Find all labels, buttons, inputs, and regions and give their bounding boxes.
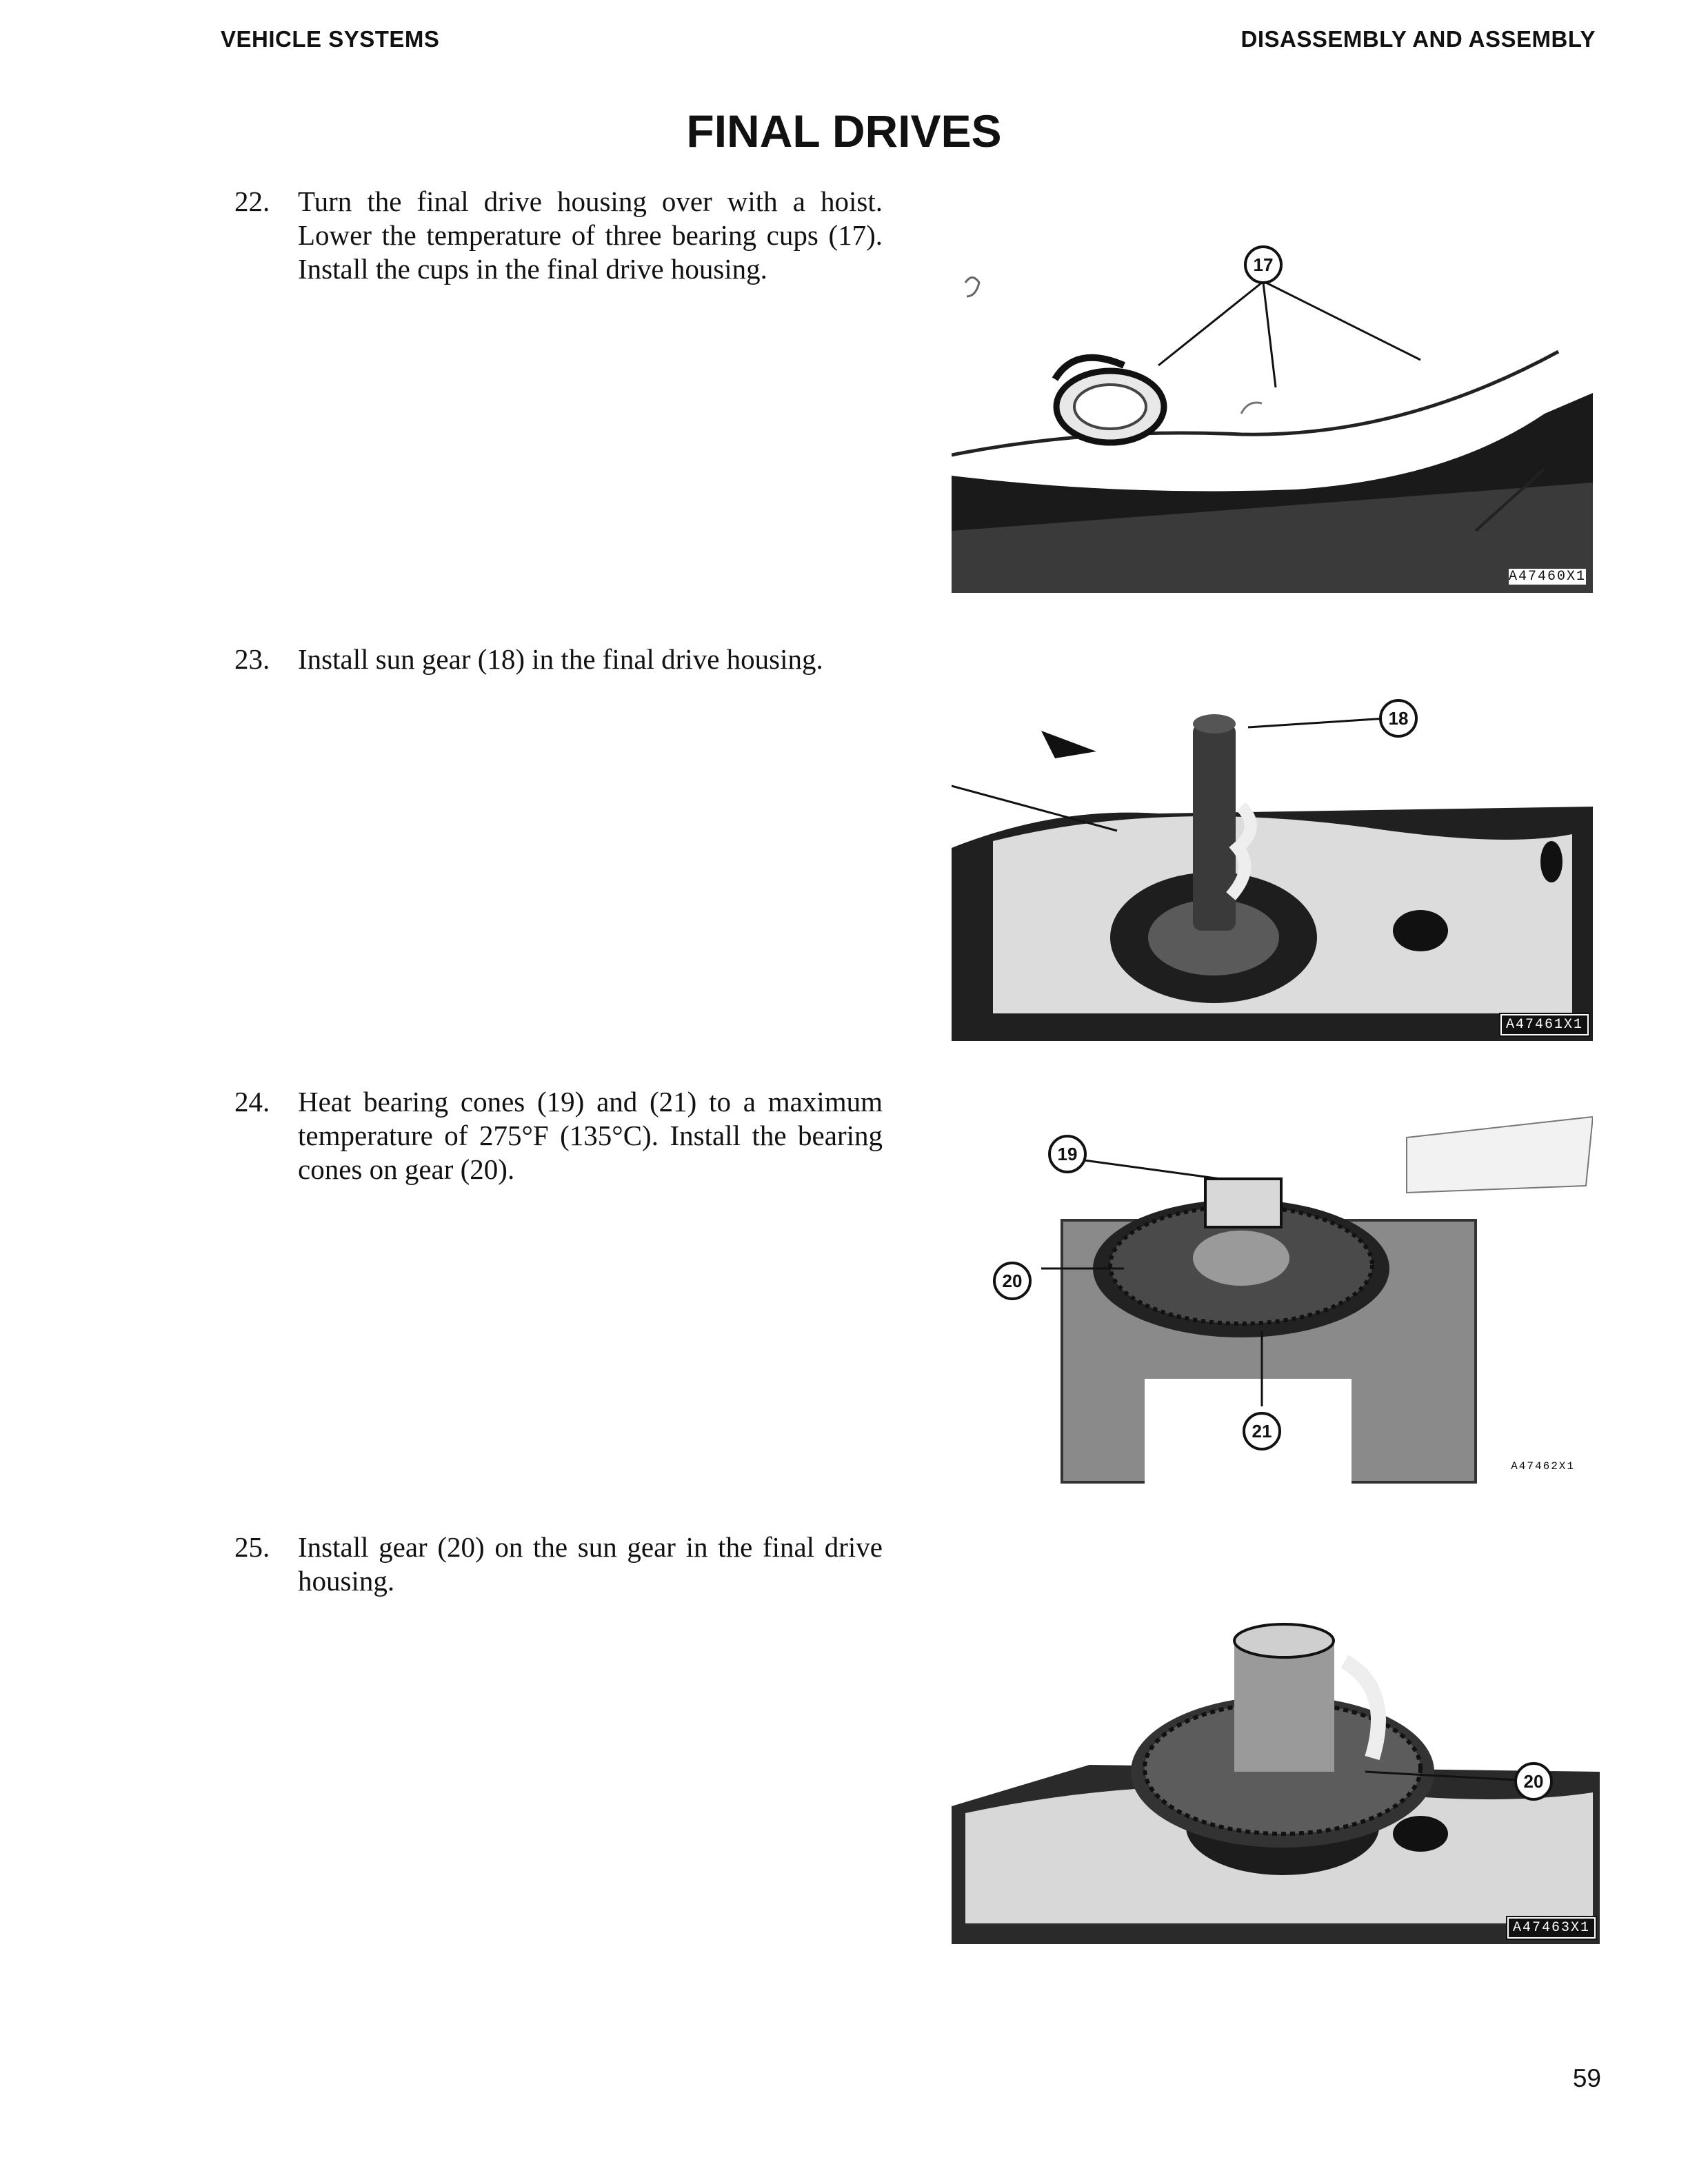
step-number: 24. — [234, 1086, 270, 1118]
header-chapter: DISASSEMBLY AND ASSEMBLY — [1240, 26, 1596, 52]
step-number: 22. — [234, 185, 270, 217]
page-title: FINAL DRIVES — [686, 105, 1002, 156]
callout-20: 20 — [1514, 1762, 1553, 1801]
figure-id: A47462X1 — [1511, 1460, 1575, 1473]
callout-17: 17 — [1244, 245, 1283, 284]
page-number: 59 — [1572, 2064, 1601, 2092]
callout-18: 18 — [1379, 699, 1418, 738]
step-text: Install sun gear (18) in the final drive housing. — [298, 643, 823, 675]
figure-sun-gear — [952, 696, 1593, 1041]
step-23 — [234, 643, 883, 676]
photo-sun-gear — [952, 696, 1593, 1041]
step-number: 25. — [234, 1531, 270, 1563]
figure-id: A47463X1 — [1507, 1917, 1596, 1939]
step-text: Turn the final drive housing over with a hoist. Lower the temperature of three bearing cups (17). Install the cups in the final drive housing. — [298, 185, 883, 285]
step-25 — [234, 1530, 883, 1598]
step-text: Install gear (20) on the sun gear in the final drive housing. — [298, 1531, 883, 1597]
figure-gear-install — [952, 1599, 1600, 1944]
step-number: 23. — [234, 643, 270, 675]
figure-id: A47460X1 — [1508, 569, 1586, 585]
callout-21: 21 — [1243, 1412, 1281, 1450]
figure-id: A47461X1 — [1500, 1014, 1589, 1035]
step-22 — [234, 185, 883, 286]
figure-bearing-cups — [952, 207, 1593, 593]
callout-19: 19 — [1048, 1135, 1087, 1173]
figure-bearing-cones — [986, 1103, 1593, 1489]
step-text: Heat bearing cones (19) and (21) to a maximum temperature of 275°F (135°C). Install the bearing cones on gear (20). — [298, 1086, 883, 1185]
step-24 — [234, 1085, 883, 1186]
callout-20: 20 — [993, 1262, 1032, 1300]
header-section: VEHICLE SYSTEMS — [221, 26, 440, 52]
photo-gear-install — [952, 1599, 1600, 1944]
